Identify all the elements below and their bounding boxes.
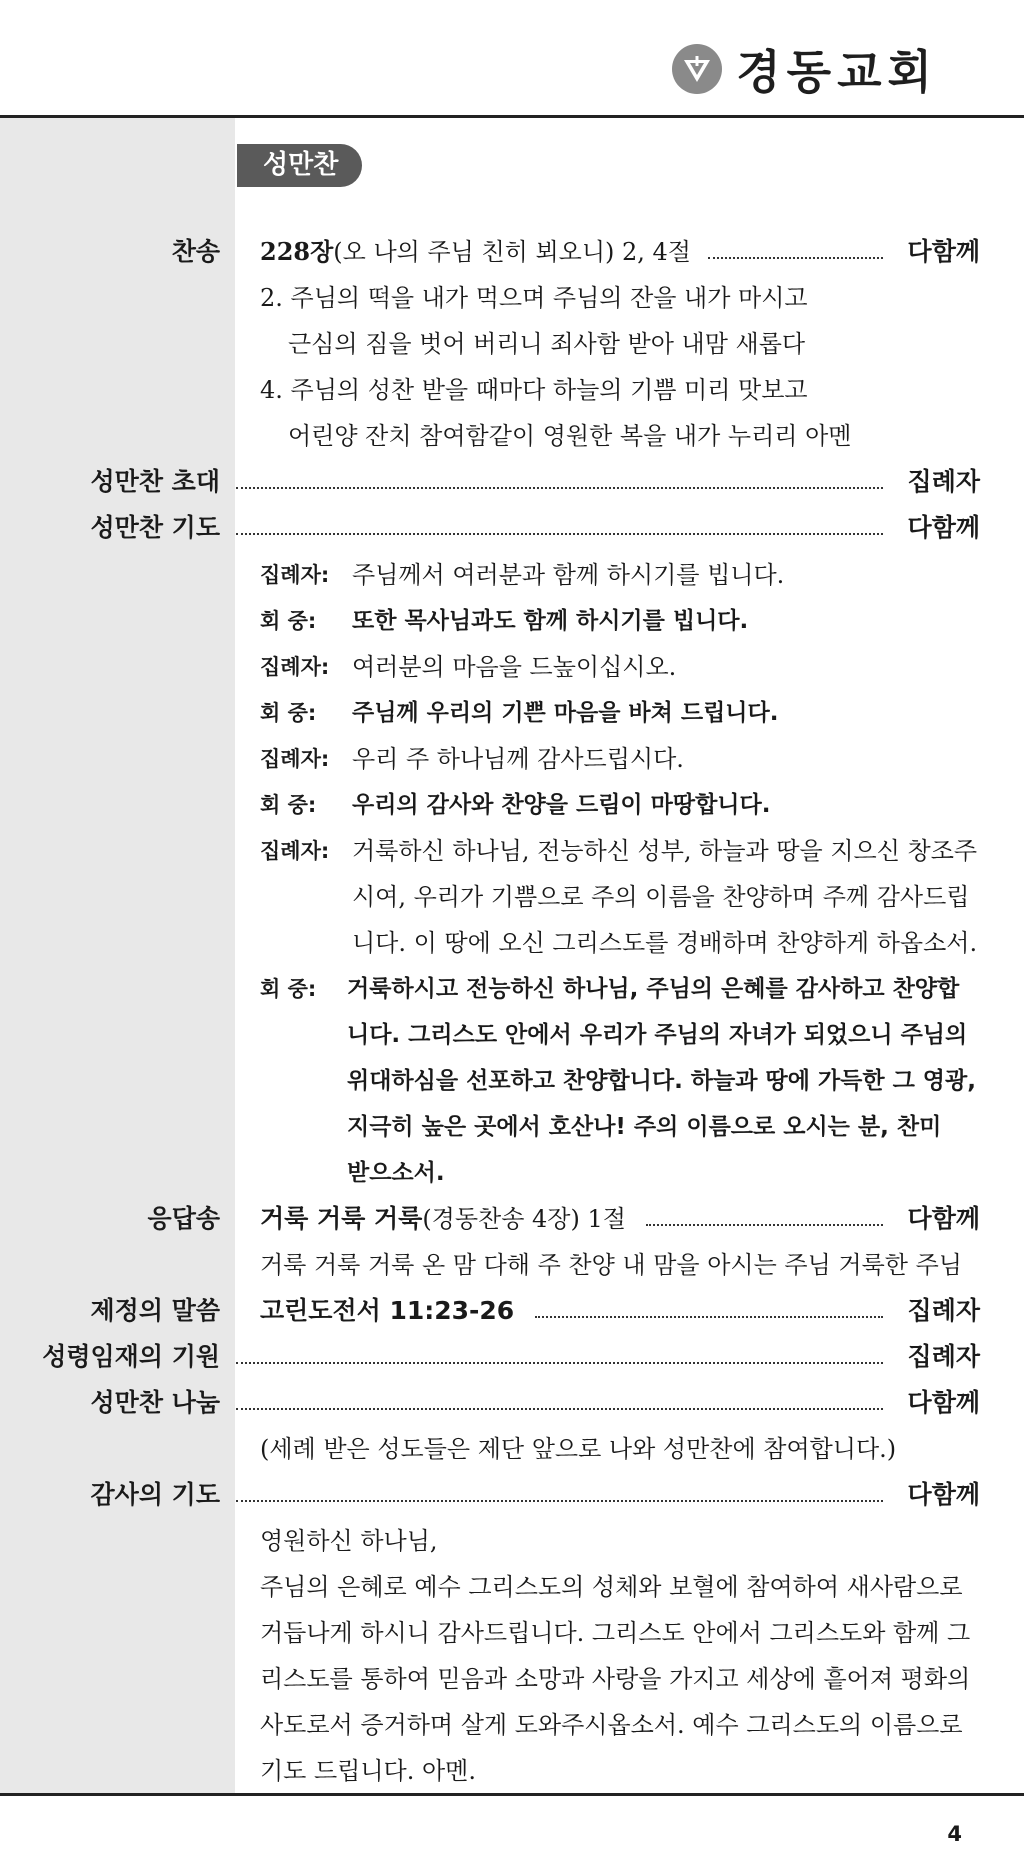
prayer-label: 성만찬 기도 [90, 513, 220, 542]
thanks-line: 주님의 은혜로 예수 그리스도의 성체와 보혈에 참여하여 새사람으로 [260, 1573, 963, 1601]
thanks-line: 기도 드립니다. 아멘. [260, 1757, 476, 1785]
congregation-tag: 회 중: [260, 793, 317, 817]
leader-dots [708, 257, 883, 259]
hymn-label: 찬송 [171, 237, 220, 266]
congregation-line: 주님께 우리의 기쁜 마음을 바쳐 드립니다. [352, 700, 779, 726]
hymn-title: (오 나의 주님 친히 뵈오니) 2, 4절 [333, 238, 691, 266]
leader-dots [236, 1408, 883, 1410]
congregation-tag: 회 중: [260, 977, 317, 1001]
congregation-long-line: 거룩하시고 전능하신 하나님, 주님의 은혜를 감사하고 찬양합 [347, 976, 960, 1002]
congregation-long-line: 지극히 높은 곳에서 호산나! 주의 이름으로 오시는 분, 찬미 [347, 1114, 942, 1140]
leader-line: 우리 주 하나님께 감사드립시다. [352, 745, 684, 773]
congregation-tag: 회 중: [260, 609, 317, 633]
leader-line: 주님께서 여러분과 함께 하시기를 빕니다. [352, 561, 785, 589]
leader-tag: 집례자: [260, 747, 330, 771]
epiclesis-label: 성령임재의 기원 [42, 1342, 220, 1371]
hymn-lyric-line: 어린양 잔치 참여함같이 영원한 복을 내가 누리리 아멘 [288, 422, 852, 450]
leader-tag: 집례자: [260, 655, 330, 679]
leader-dots [236, 533, 883, 535]
response-song-label: 응답송 [147, 1204, 220, 1233]
response-song-heading [260, 1201, 626, 1237]
prayer-role: 다함께 [907, 513, 980, 542]
thanks-line: 리스도를 통하여 믿음과 소망과 사랑을 가지고 세상에 흩어져 평화의 [260, 1665, 971, 1693]
church-emblem-icon [672, 44, 722, 94]
response-song-lyric: 거룩 거룩 거룩 온 맘 다해 주 찬양 내 맘을 아시는 주님 거룩한 주님 [260, 1251, 962, 1279]
thanks-line: 영원하신 하나님, [260, 1527, 438, 1555]
page-header [0, 0, 1024, 117]
leader-tag: 집례자: [260, 839, 330, 863]
thanks-label: 감사의 기도 [90, 1480, 220, 1509]
church-name: 경동교회 [736, 45, 938, 99]
leader-dots [535, 1316, 883, 1318]
hymn-number: 228장 [260, 237, 334, 266]
congregation-line: 우리의 감사와 찬양을 드림이 마땅합니다. [352, 792, 771, 818]
bottom-divider [0, 1793, 1024, 1796]
leader-dots [236, 1362, 883, 1364]
church-logo [672, 36, 938, 102]
thanks-line: 사도로서 증거하며 살게 도와주시옵소서. 예수 그리스도의 이름으로 [260, 1711, 963, 1739]
words-role: 집례자 [907, 1296, 980, 1325]
congregation-long-line: 위대하심을 선포하고 찬양합니다. 하늘과 땅에 가득한 그 영광, [347, 1068, 976, 1094]
hymn-lyric-line: 2. 주님의 떡을 내가 먹으며 주님의 잔을 내가 마시고 [260, 284, 808, 312]
hymn-lyric-line: 4. 주님의 성찬 받을 때마다 하늘의 기쁨 미리 맛보고 [260, 376, 808, 404]
invitation-role: 집례자 [907, 467, 980, 496]
congregation-tag: 회 중: [260, 701, 317, 725]
response-song-title: 거룩 거룩 거룩 [260, 1204, 423, 1233]
label-column-background [0, 118, 235, 1793]
leader-long-line: 거룩하신 하나님, 전능하신 성부, 하늘과 땅을 지으신 창조주 [352, 837, 978, 865]
sharing-role: 다함께 [907, 1388, 980, 1417]
congregation-long-line: 니다. 그리스도 안에서 우리가 주님의 자녀가 되었으니 주님의 [347, 1022, 968, 1048]
epiclesis-role: 집례자 [907, 1342, 980, 1371]
leader-long-line: 시여, 우리가 기쁨으로 주의 이름을 찬양하며 주께 감사드립 [352, 883, 970, 911]
leader-long-line: 니다. 이 땅에 오신 그리스도를 경배하며 찬양하게 하옵소서. [352, 929, 978, 957]
congregation-line: 또한 목사님과도 함께 하시기를 빕니다. [352, 608, 749, 634]
page-number: 4 [947, 1822, 962, 1846]
sharing-note: (세례 받은 성도들은 제단 앞으로 나와 성만찬에 참여합니다.) [260, 1435, 897, 1463]
sharing-label: 성만찬 나눔 [90, 1388, 220, 1417]
congregation-long-line: 받으소서. [347, 1160, 445, 1186]
leader-tag: 집례자: [260, 563, 330, 587]
hymn-lyric-line: 근심의 짐을 벗어 버리니 죄사함 받아 내맘 새롭다 [288, 330, 806, 358]
leader-dots [236, 1500, 883, 1502]
hymn-role: 다함께 [907, 237, 980, 266]
thanks-role: 다함께 [907, 1480, 980, 1509]
thanks-line: 거듭나게 하시니 감사드립니다. 그리스도 안에서 그리스도와 함께 그 [260, 1619, 971, 1647]
leader-line: 여러분의 마음을 드높이십시오. [352, 653, 677, 681]
response-song-sub: (경동찬송 4장) 1절 [422, 1205, 626, 1233]
words-label: 제정의 말씀 [90, 1296, 220, 1325]
leader-dots [646, 1224, 883, 1226]
leader-dots [236, 487, 883, 489]
section-title: 성만찬 [237, 144, 362, 187]
response-song-role: 다함께 [907, 1204, 980, 1233]
hymn-heading [260, 234, 691, 270]
invitation-label: 성만찬 초대 [90, 467, 220, 496]
words-text: 고린도전서 11:23-26 [260, 1296, 515, 1325]
